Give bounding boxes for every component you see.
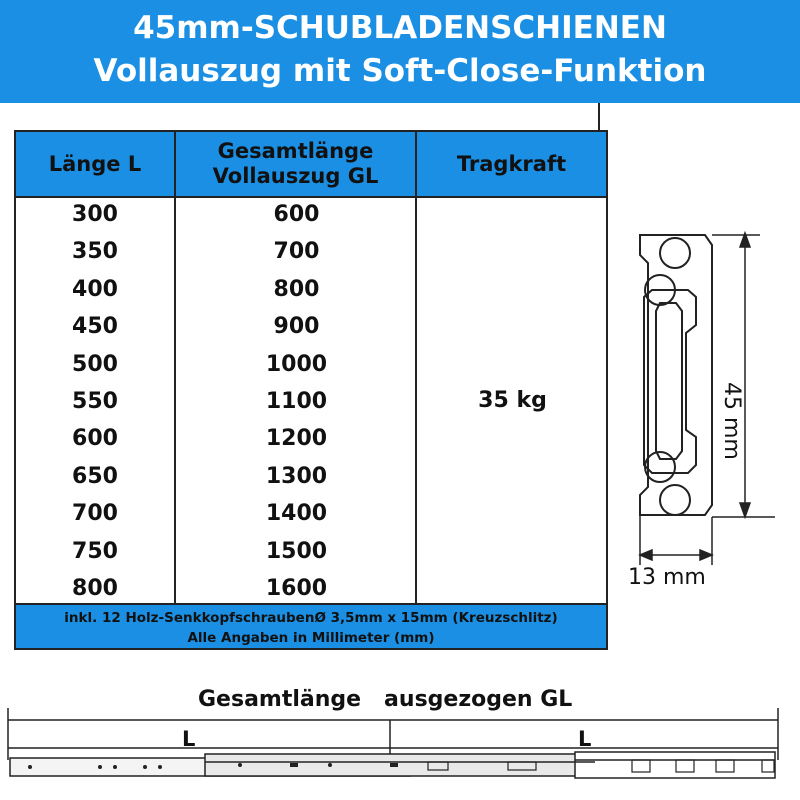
header-total-line-2: Vollauszug GL [212, 164, 379, 188]
table-row [16, 310, 606, 347]
cell-length: 800 [72, 575, 118, 601]
footnote-line-2: Alle Angaben in Millimeter (mm) [187, 630, 435, 646]
cell-total: 1100 [265, 388, 328, 414]
title-banner [0, 0, 800, 103]
load-value: 35 kg [478, 388, 547, 413]
cell-total: 800 [273, 276, 320, 302]
rail-profile-drawing [610, 215, 800, 595]
cell-length: 300 [72, 202, 118, 227]
cell-length: 700 [72, 501, 118, 527]
arrow-left [640, 550, 652, 560]
cell-total: 1600 [265, 575, 328, 601]
cell-total: 1000 [265, 351, 328, 377]
cell-length: 750 [72, 538, 118, 564]
cell-length: 350 [72, 239, 118, 265]
table-row [16, 497, 606, 534]
cell-length: 500 [72, 351, 118, 377]
footnote [16, 603, 606, 648]
arrow-down [740, 503, 750, 517]
table-row [16, 235, 606, 272]
footnote-line-1: inkl. 12 Holz-SenkkopfschraubenØ 3,5mm x 15mm (Kreuzschlitz) [64, 610, 558, 626]
length-label-right: L [578, 727, 592, 751]
header-total-line-1: Gesamtlänge [217, 139, 374, 163]
cell-total: 600 [273, 202, 320, 227]
cell-total: 1300 [265, 463, 328, 489]
header-load-text: Tragkraft [456, 151, 567, 176]
spec-table [14, 130, 608, 650]
header-load [415, 132, 606, 198]
extended-rail-drawing [0, 700, 800, 800]
cell-length: 600 [72, 426, 118, 452]
cell-length: 450 [72, 314, 118, 340]
ball-bearing [660, 485, 690, 515]
title-line-1: 45mm-SCHUBLADENSCHIENEN [133, 10, 667, 46]
table-row [16, 273, 606, 310]
cell-total: 1200 [265, 426, 328, 452]
ball-bearing [660, 238, 690, 268]
ball-bearing [645, 452, 675, 482]
height-label: 45 mm [719, 382, 744, 460]
cell-length: 550 [72, 388, 118, 414]
cell-total: 1500 [265, 538, 328, 564]
arrow-right [700, 550, 712, 560]
title-line-2: Vollauszug mit Soft-Close-Funktion [93, 53, 707, 89]
header-length-text: Länge L [48, 151, 142, 176]
length-label-left: L [182, 727, 196, 751]
inner-profile [644, 290, 696, 473]
table-row [16, 198, 606, 235]
table-row [16, 348, 606, 385]
table-row [16, 535, 606, 572]
table-row [16, 460, 606, 497]
header-total-length [174, 132, 415, 198]
width-label: 13 mm [628, 565, 706, 590]
cell-length: 650 [72, 463, 118, 489]
cell-length: 400 [72, 276, 118, 302]
cell-total: 700 [273, 239, 320, 265]
bottom-title: Gesamtlänge ausgezogen GL [198, 687, 573, 712]
rail-inner [575, 752, 775, 778]
cell-total: 900 [273, 314, 320, 340]
inner-channel [656, 303, 682, 459]
header-length [16, 132, 174, 198]
divider-line [598, 103, 600, 130]
cell-total: 1400 [265, 501, 328, 527]
table-row [16, 422, 606, 459]
